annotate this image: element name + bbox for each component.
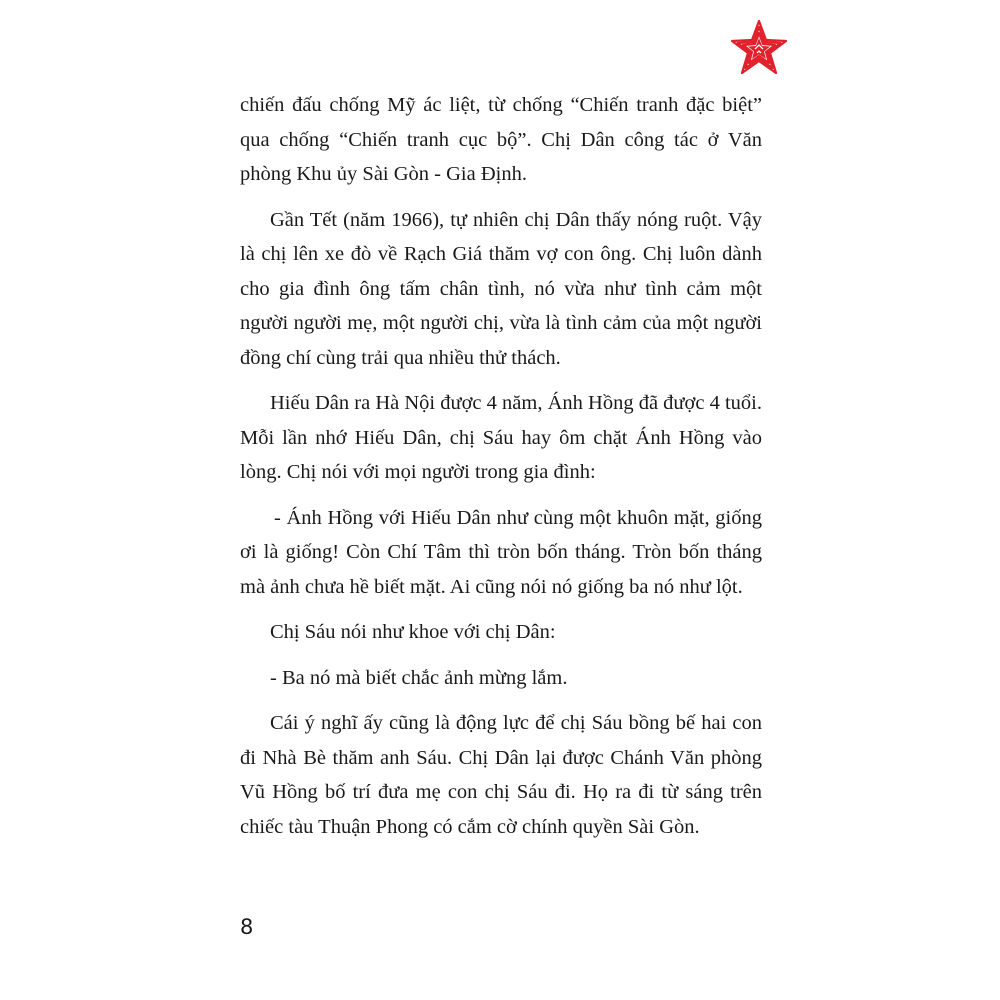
paragraph-6-dialogue: - Ba nó mà biết chắc ảnh mừng lắm. [270,666,568,689]
paragraph-5: Chị Sáu nói như khoe với chị Dân: [270,621,556,643]
paragraph-3: Hiếu Dân ra Hà Nội được 4 năm, Ánh Hồng đã được 4 tuổi. Mỗi lần nhớ Hiếu Dân, chị Sáu hay ôm chặt Ánh Hồng vào lòng. Chị nói với mọi người trong gia đình: [240,392,762,483]
paragraph-2: Gần Tết (năm 1966), tự nhiên chị Dân thấy nóng ruột. Vậy là chị lên xe đò về Rạch Giá thăm vợ con ông. Chị luôn dành cho gia đình ông tấm chân tình, nó vừa như tình cảm một người người mẹ, một người chị, vừa là tình cảm của một người đồng chí cùng trải qua nhiều thử thách. [240,208,762,369]
paragraph-7: Cái ý nghĩ ấy cũng là động lực để chị Sáu bồng bế hai con đi Nhà Bè thăm anh Sáu. Chị Dân lại được Chánh Văn phòng Vũ Hồng bố trí đưa mẹ con chị Sáu đi. Họ ra đi từ sáng trên chiếc tàu Thuận Phong có cắm cờ chính quyền Sài Gòn. [240,712,762,838]
page-number: 8 [240,915,254,939]
body-text [240,88,762,855]
paragraph-1: chiến đấu chống Mỹ ác liệt, từ chống “Chiến tranh đặc biệt” qua chống “Chiến tranh cục bộ”. Chị Dân công tác ở Văn phòng Khu ủy Sài Gòn - Gia Định. [240,94,762,185]
red-star-emblem-icon [728,18,790,80]
paragraph-4-dialogue: - Ánh Hồng với Hiếu Dân như cùng một khuôn mặt, giống ơi là giống! Còn Chí Tâm thì tròn bốn tháng. Tròn bốn tháng mà ảnh chưa hề biết mặt. Ai cũng nói nó giống ba nó như lột. [240,506,762,598]
